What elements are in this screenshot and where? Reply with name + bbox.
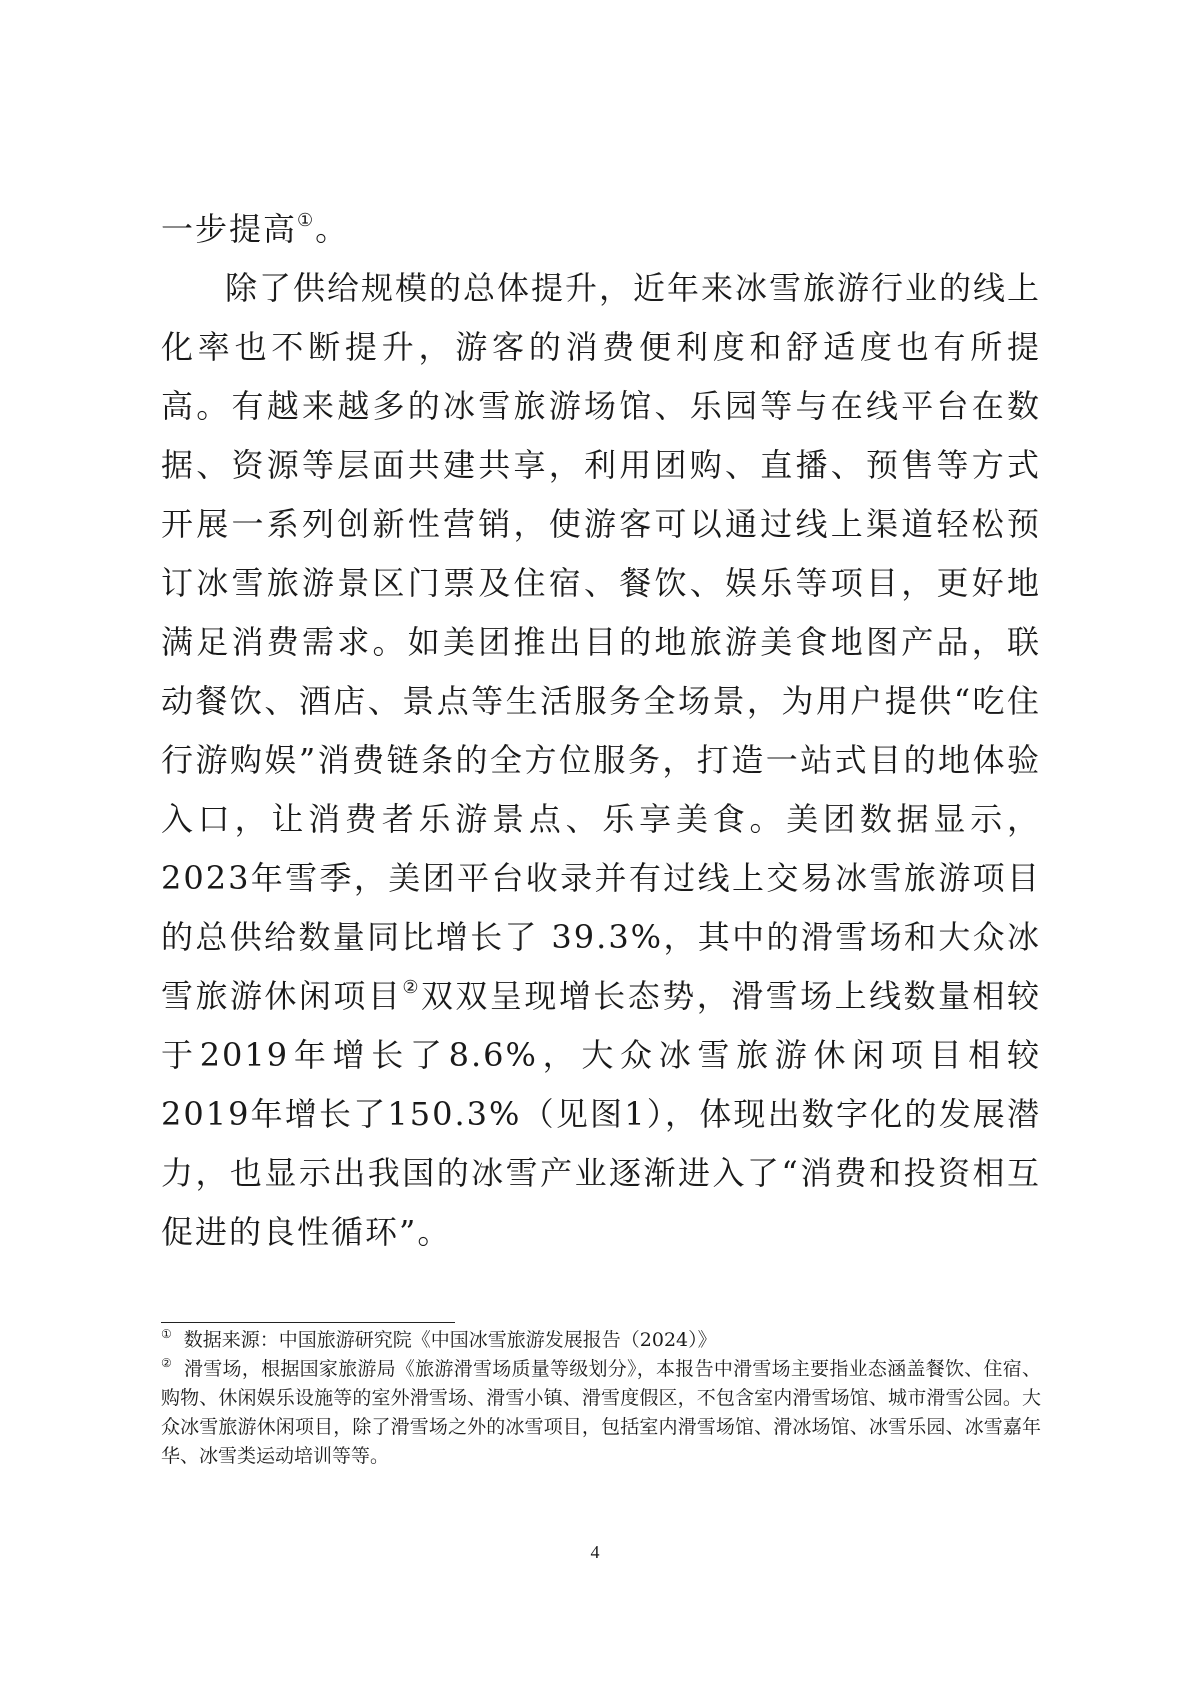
main-paragraph: [161, 259, 1041, 1262]
footnote-text-2: 滑雪场，根据国家旅游局《旅游滑雪场质量等级划分》，本报告中滑雪场主要指业态涵盖餐饮、住宿、购物、休闲娱乐设施等的室外滑雪场、滑雪小镇、滑雪度假区，不包含室内滑雪场馆、城市滑雪公园。大众冰雪旅游休闲项目，除了滑雪场之外的冰雪项目，包括室内滑雪场馆、滑冰场馆、冰雪乐园、冰雪嘉年华、冰雪类运动培训等等。: [161, 1358, 1041, 1467]
page-number: 4: [590, 1542, 600, 1562]
continuation-end: 。: [315, 210, 350, 248]
footnote-text-1: 数据来源：中国旅游研究院《中国冰雪旅游发展报告（2024）》: [183, 1329, 717, 1351]
body-text: [161, 200, 1041, 1262]
footnote-separator: [161, 1322, 455, 1323]
footnote-ref-1[interactable]: ①: [297, 210, 316, 231]
footnote-2: [161, 1355, 1041, 1471]
footnote-1: [161, 1326, 1041, 1355]
footnotes: [161, 1326, 1041, 1471]
footnote-marker-1: ①: [161, 1327, 172, 1341]
paragraph-part-1: 除了供给规模的总体提升，近年来冰雪旅游行业的线上化率也不断提升，游客的消费便利度和舒适度也有所提高。有越来越多的冰雪旅游场馆、乐园等与在线平台在数据、资源等层面共建共享，利用团购、直播、预售等方式开展一系列创新性营销，使游客可以通过线上渠道轻松预订冰雪旅游景区门票及住宿、餐饮、娱乐等项目，更好地满足消费需求。如美团推出目的地旅游美食地图产品，联动餐饮、酒店、景点等生活服务全场景，为用户提供“吃住行游购娱”消费链条的全方位服务，打造一站式目的地体验入口，让消费者乐游景点、乐享美食。美团数据显示，2023年雪季，美团平台收录并有过线上交易冰雪旅游项目的总供给数量同比增长了 39.3%，其中的滑雪场和大众冰雪旅游休闲项目: [161, 269, 1042, 1015]
footnote-marker-2: ②: [161, 1356, 173, 1370]
footnote-ref-2[interactable]: ②: [402, 977, 421, 998]
paragraph-part-2: 双双呈现增长态势，滑雪场上线数量相较于2019年增长了8.6%，大众冰雪旅游休闲项目相较2019年增长了150.3%（见图1），体现出数字化的发展潜力，也显示出我国的冰雪产业逐渐进入了“消费和投资相互促进的良性循环”。: [161, 977, 1041, 1251]
continuation-line: [161, 200, 1041, 259]
continuation-text: 一步提高: [161, 210, 298, 248]
